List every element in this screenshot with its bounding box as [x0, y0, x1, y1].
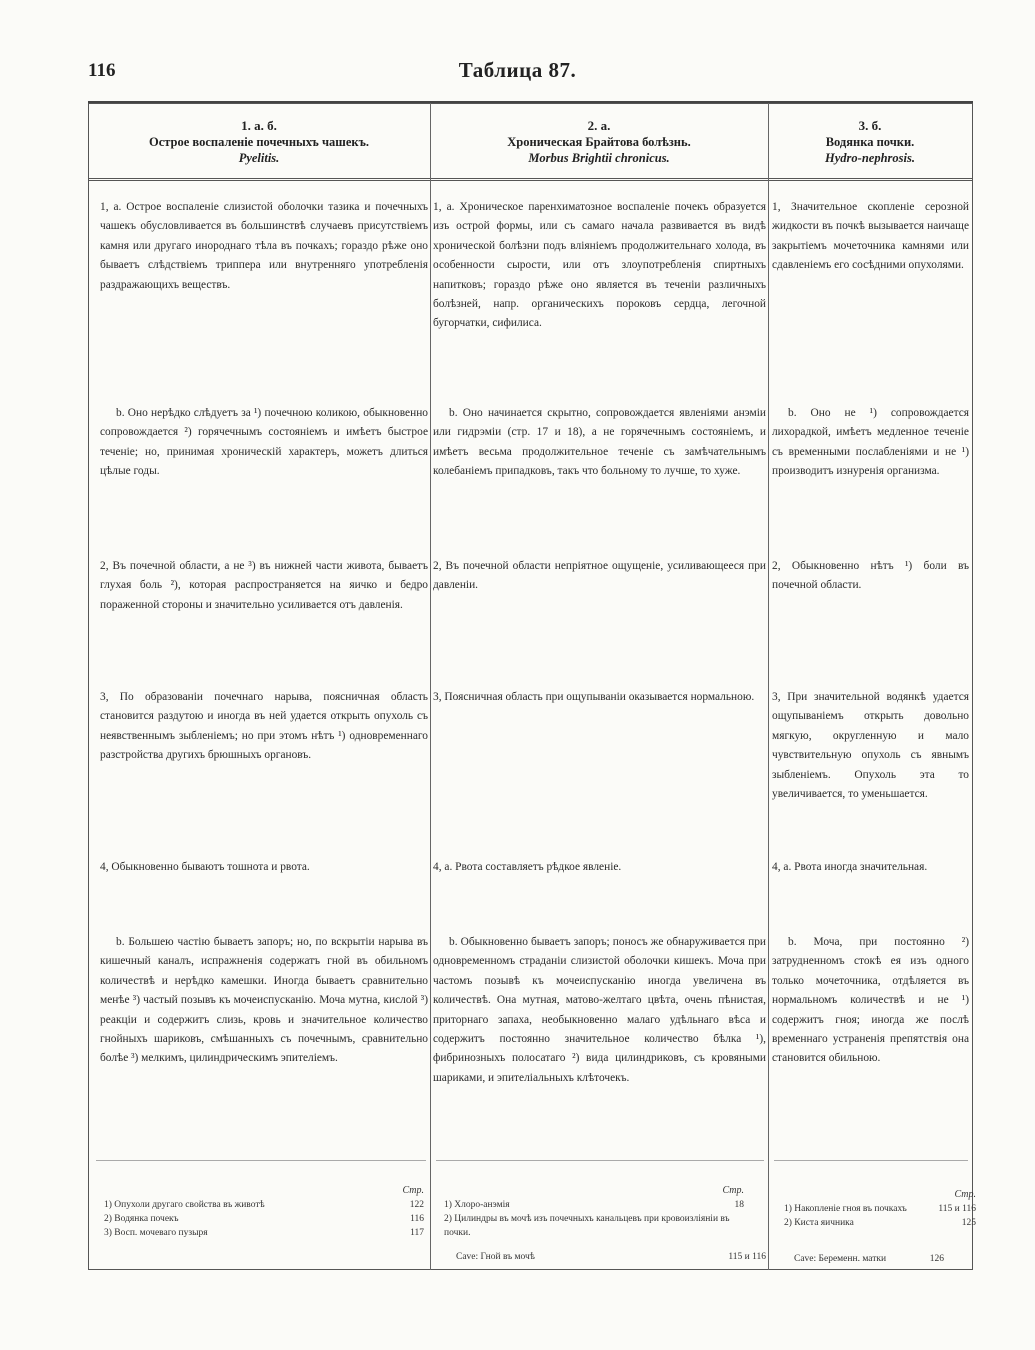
col3-cell-4b: b. Моча, при постоянно ²) затрудненномъ стокѣ ея изъ одного только мочеточника, отдѣляется въ нормальномъ количествѣ и не ¹) содержитъ гноя; иногда же послѣ временнаго устраненія препятствія она становится обильною.	[772, 936, 969, 1065]
cave-page: 126	[929, 1254, 944, 1264]
footnote-page: 122	[409, 1200, 424, 1210]
column-1-number: 1. а. б.	[241, 118, 277, 133]
col2-cave	[456, 1252, 766, 1262]
col2-cell-2: 2, Въ почечной области непріятное ощущеніе, усиливающееся при давленіи.	[433, 560, 766, 592]
col3-footnotes-header: Стр.	[954, 1189, 976, 1200]
col3-cell-1: 1, Значительное скопленіе серозной жидкости въ почкѣ вызывается наичаще закрытіемъ мочеточника камнями или сдавленіемъ его сосѣдними опухолями.	[772, 201, 969, 272]
col2-footnotes-header: Стр.	[722, 1185, 744, 1196]
col2-footnote-rule	[436, 1160, 764, 1161]
footnote-text: 2) Киста яичника	[784, 1218, 854, 1228]
column-2-latin: Morbus Brightii chronicus.	[528, 151, 670, 165]
col2-cell-4a: 4, а. Рвота составляетъ рѣдкое явленіе.	[433, 861, 622, 873]
column-1-latin: Pyelitis.	[238, 151, 280, 165]
header-rule	[88, 178, 973, 181]
column-divider-1	[430, 103, 431, 1270]
col1-cell-2: 2, Въ почечной области, а не ³) въ нижней части живота, бываетъ глухая боль ²), которая распространяется на яичко и бедро пораженной стороны и значительно усиливается отъ давленія.	[100, 560, 428, 611]
column-3-title: Водянка почки.	[825, 135, 915, 149]
col2-footnotes	[444, 1184, 744, 1240]
footnote-text: 1) Опухоли другаго свойства въ животѣ	[104, 1200, 265, 1210]
col3-footnotes	[784, 1188, 976, 1230]
footnote-text: 1) Накопленіе гноя въ почкахъ	[784, 1204, 907, 1214]
col1-footnotes	[104, 1184, 424, 1240]
footnote-row	[444, 1198, 744, 1212]
footnote-page: 18	[734, 1200, 744, 1210]
column-3-number: 3. б.	[858, 118, 882, 133]
footnote-page: 117	[410, 1228, 424, 1238]
footnote-page: 116	[410, 1214, 424, 1224]
col2-cell-1b: b. Оно начинается скрытно, сопровождается явленіями анэміи или гидрэміи (стр. 17 и 18), а не горячечнымъ состояніемъ, и имѣетъ весьма продолжительное теченіе съ замѣчательнымъ колебаніемъ припадковъ, такъ что больному то лучше, то хуже.	[433, 407, 766, 478]
footnote-text: 2) Водянка почекъ	[104, 1214, 179, 1224]
col3-cell-4a: 4, а. Рвота иногда значительная.	[772, 861, 928, 873]
column-2-number: 2. а.	[587, 118, 611, 133]
footnote-row	[104, 1226, 424, 1240]
cave-text: Cave: Гной въ мочѣ	[456, 1252, 535, 1262]
col2-cell-1a: 1, а. Хроническое паренхиматозное воспаленіе почекъ образуется изъ острой формы, или съ самаго начала развивается въ видѣ хронической болѣзни подъ вліяніемъ продолжительнаго холода, въ особенности сырости, или отъ злоупотребленія спиртныхъ напитковъ; гораздо рѣже оно является въ теченіи различныхъ болѣзней, напр. органическихъ пороковъ сердца, легочной бугорчатки, сифилиса.	[433, 201, 766, 330]
col3-cell-3: 3, При значительной водянкѣ удается ощупываніемъ открыть довольно мягкую, округленную и мало чувствительную опухоль съ явнымъ зыбленіемъ. Опухоль эта то увеличивается, то уменьшается.	[772, 691, 969, 801]
col3-cave	[794, 1254, 944, 1264]
col2-cell-3: 3, Поясничная область при ощупываніи оказывается нормальною.	[433, 691, 755, 703]
col1-cell-1a: 1, а. Острое воспаленіе слизистой оболочки тазика и почечныхъ чашекъ обусловливается въ большинствѣ случаевъ присутствіемъ камня или другаго инороднаго тѣла въ почкахъ; гораздо рѣже оно бываетъ слѣдствіемъ триппера или внутренняго употребленія раздражающихъ веществъ.	[100, 201, 428, 291]
footnote-text: 1) Хлоро-анэмія	[444, 1200, 510, 1210]
col1-footnotes-header: Стр.	[402, 1185, 424, 1196]
footnote-row	[784, 1216, 976, 1230]
column-1-title: Острое воспаленіе почечныхъ чашекъ.	[148, 135, 369, 149]
cave-page: 115 и 116	[728, 1252, 766, 1262]
column-2-title: Хроническая Брайтова болѣзнь.	[507, 135, 691, 149]
col1-cell-4b: b. Большею частію бываетъ запоръ; но, по вскрытіи нарыва въ кишечный каналъ, испражненія содержатъ гной въ обильномъ количествѣ и нерѣдко камешки. Иногда бываетъ сравнительно менѣе ³) частый позывъ къ мочеиспусканію. Моча мутна, кислой ³) реакціи и содержитъ слизь, кровь и значительное количество гнойныхъ шариковъ, смѣшанныхъ съ почечнымъ, сравнительно болѣе ³) мелкимъ, цилиндрическимъ эпителіемъ.	[100, 936, 428, 1065]
footnote-page: 125	[961, 1218, 976, 1228]
footnote-page: 115 и 116	[938, 1204, 976, 1214]
column-3-latin: Hydro-nephrosis.	[825, 151, 915, 165]
footnote-text: 3) Восп. мочеваго пузыря	[104, 1228, 208, 1238]
col3-cell-2: 2, Обыкновенно нѣтъ ¹) боли въ почечной области.	[772, 560, 969, 592]
col1-footnote-rule	[96, 1160, 426, 1161]
column-3-header	[772, 118, 968, 166]
col1-cell-1b: b. Оно нерѣдко слѣдуетъ за ¹) почечною коликою, обыкновенно сопровождается ²) горячечнымъ состояніемъ и имѣетъ быстрое теченіе; но, принимая хроническій характеръ, можетъ длиться цѣлые годы.	[100, 407, 428, 478]
page-title: Таблица 87.	[458, 58, 577, 82]
column-2-header	[434, 118, 764, 166]
col1-cell-4a: 4, Обыкновенно бываютъ тошнота и рвота.	[100, 861, 310, 873]
footnote-row	[104, 1198, 424, 1212]
col1-cell-3: 3, По образованіи почечнаго нарыва, поясничная область становится раздутою и иногда въ ней удается открыть опухоль съ неявственнымъ зыбленіемъ; но при этомъ нѣтъ ¹) одновременнаго разстройства другихъ брюшныхъ органовъ.	[100, 691, 428, 762]
footnote-row	[784, 1202, 976, 1216]
col2-cell-4b: b. Обыкновенно бываетъ запоръ; поносъ же обнаруживается при одновременномъ страданіи слизистой оболочки кишекъ. Моча при частомъ позывѣ къ мочеиспусканію иногда увеличена въ количествѣ. Она мутная, матово-желтаго цвѣта, очень пѣнистая, приторнаго запаха, необыкновенно малаго удѣльнаго вѣса и содержитъ постоянно значительное количество бѣлка ¹), фибринозныхъ полосатаго ²) вида цилиндриковъ, съ кровяными шариками, и эпителіальныхъ клѣточекъ.	[433, 936, 766, 1084]
footnote-text: 2) Цилиндры въ мочѣ изъ почечныхъ канальцевъ при кровоизліяніи въ почки.	[444, 1214, 730, 1238]
col3-footnote-rule	[774, 1160, 968, 1161]
column-1-header	[92, 118, 426, 166]
column-divider-2	[768, 103, 769, 1270]
footnote-row	[104, 1212, 424, 1226]
col3-cell-1b: b. Оно не ¹) сопровождается лихорадкой, имѣетъ медленное теченіе съ временными послабленіями и не ¹) производитъ изнуренія организма.	[772, 407, 969, 478]
cave-text: Cave: Беременн. матки	[794, 1254, 887, 1264]
page-number: 116	[88, 60, 116, 81]
